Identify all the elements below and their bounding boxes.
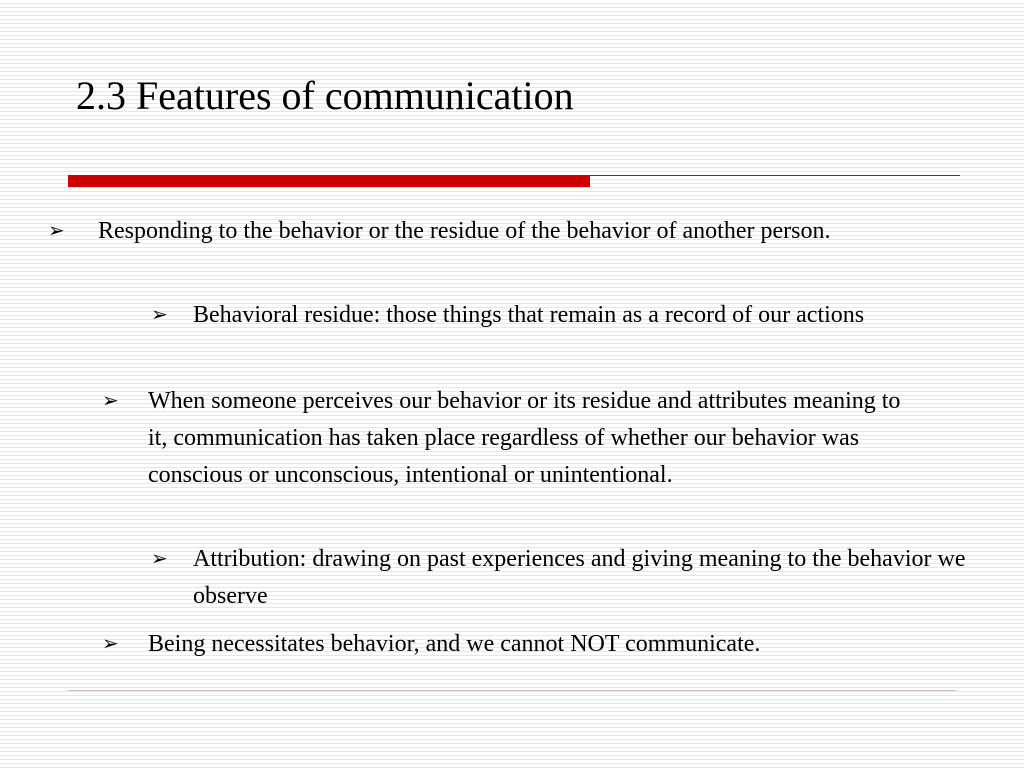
arrow-bullet-icon: ➢ xyxy=(48,220,65,242)
bullet-text: When someone perceives our behavior or its residue and attributes meaning to it, communication has taken place regardless of whether our behavior was conscious or unconscious, intentional or unintentional. xyxy=(148,388,901,488)
bullet-item xyxy=(102,383,908,494)
bullet-item xyxy=(151,297,968,334)
arrow-bullet-icon: ➢ xyxy=(151,548,168,570)
arrow-bullet-icon: ➢ xyxy=(151,304,168,326)
title-divider-thick xyxy=(68,176,590,187)
bullet-item xyxy=(102,626,968,663)
bullet-text: Attribution: drawing on past experiences and giving meaning to the behavior we observe xyxy=(193,546,966,609)
footer-divider xyxy=(68,690,956,691)
arrow-bullet-icon: ➢ xyxy=(102,633,119,655)
slide-title: 2.3 Features of communication xyxy=(76,73,574,118)
bullet-text: Behavioral residue: those things that remain as a record of our actions xyxy=(193,302,865,328)
bullet-text: Being necessitates behavior, and we cannot NOT communicate. xyxy=(148,631,761,657)
arrow-bullet-icon: ➢ xyxy=(102,390,119,412)
bullet-item xyxy=(151,541,968,615)
bullet-item xyxy=(48,213,968,250)
bullet-text: Responding to the behavior or the residue of the behavior of another person. xyxy=(98,218,831,244)
